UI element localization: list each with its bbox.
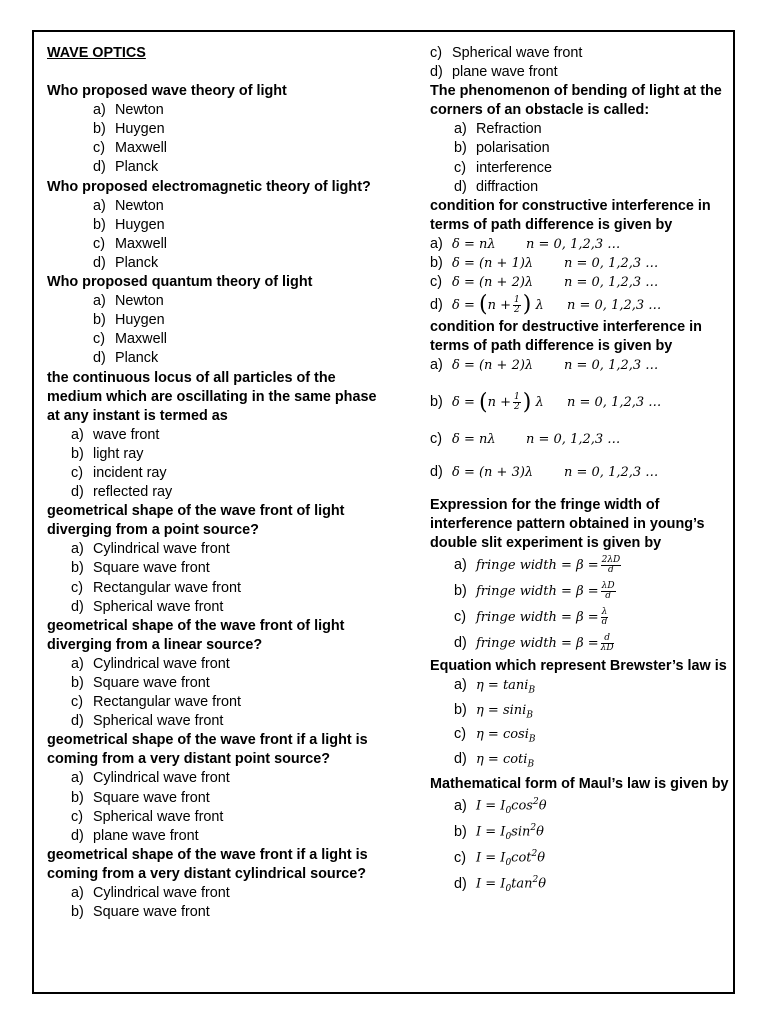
option: c) Spherical wave front (71, 808, 224, 825)
option: b) Square wave front (71, 789, 210, 806)
option: b) δ = ( n + $\frac{1}{2}$ ) λ n = 0, 1,2,3 … (430, 389, 662, 415)
question-5: geometrical shape of the wave front of light diverging from a point source? (47, 503, 345, 539)
option: b) Square wave front (71, 675, 210, 691)
option: a) $I = I_0\cos^2\theta$ (454, 796, 547, 816)
option: d) Spherical wave front (71, 598, 224, 615)
question-11: condition for destructive interference in terms of path difference is given by (430, 319, 702, 355)
option: a) Newton (93, 197, 164, 214)
question-9: The phenomenon of bending of light at the corners of an obstacle is called: (430, 83, 722, 119)
option: d) δ = ( n + $\frac{1}{2}$ ) λ n = 0, 1,2,3 … (430, 292, 662, 318)
option: a) δ = nλ n = 0, 1,2,3 … (430, 235, 621, 252)
question-4: the continuous locus of all particles of the medium which are oscillating in the same phase at any instant is termed as (47, 369, 377, 424)
option: c) interference (454, 159, 552, 176)
question-10: condition for constructive interference in terms of path difference is given by (430, 197, 711, 233)
option: d) plane wave front (71, 827, 199, 844)
option: d) $I = I_0\tan^2\theta$ (454, 874, 547, 894)
option: b) Huygen (93, 312, 165, 329)
option: c) fringe width = β = $\frac{\lambda}{d}$ (454, 607, 608, 628)
option: c) $I = I_0\cot^2\theta$ (454, 848, 546, 868)
option: a) Cylindrical wave front (71, 541, 230, 558)
option: d) diffraction (454, 178, 539, 195)
option: c) δ = nλ n = 0, 1,2,3 … (430, 430, 621, 447)
option: a) Newton (93, 293, 164, 310)
option: d) Planck (93, 254, 159, 271)
question-12: Expression for the fringe width of interference pattern obtained in young’s double slit experiment is given by (430, 496, 705, 551)
question-7: geometrical shape of the wave front if a light is coming from a very distant point source? (47, 732, 368, 768)
option: d) Spherical wave front (71, 713, 224, 730)
option: b) Huygen (93, 121, 165, 138)
option: b) polarisation (454, 140, 550, 157)
page-border (32, 30, 735, 994)
question-1: Who proposed wave theory of light (47, 83, 287, 100)
option: c) δ = (n + 2)λ n = 0, 1,2,3 … (430, 274, 659, 291)
option: c) Spherical wave front (430, 45, 583, 61)
right-column (430, 44, 730, 898)
option: a) Cylindrical wave front (71, 885, 230, 902)
option: b) light ray (71, 445, 144, 462)
option: c) incident ray (71, 464, 167, 481)
option: b) Square wave front (71, 904, 210, 921)
option: d) reflected ray (71, 484, 173, 501)
question-3: Who proposed quantum theory of light (47, 274, 313, 291)
question-6: geometrical shape of the wave front of light diverging from a linear source? (47, 617, 345, 653)
option: b) fringe width = β = $\frac{\lambda D}{d}$ (454, 581, 615, 602)
question-13: Equation which represent Brewster’s law is (430, 657, 727, 674)
option: a) Refraction (454, 121, 542, 138)
option: a) fringe width = β = $\frac{2\lambda D}{d}$ (454, 555, 621, 576)
option: b) Huygen (93, 216, 165, 233)
option: d) δ = (n + 3)λ n = 0, 1,2,3 … (430, 463, 659, 480)
option: c) Rectangular wave front (71, 694, 241, 711)
option: d) η = coti$_B$ (454, 751, 535, 770)
option: d) fringe width = β = $\frac{d}{\lambda D}$ (454, 633, 614, 654)
option: a) Cylindrical wave front (71, 770, 230, 787)
option: c) Rectangular wave front (71, 579, 241, 596)
option: c) Maxwell (93, 235, 167, 252)
option: b) $I = I_0\sin^2\theta$ (454, 822, 544, 842)
option: a) wave front (71, 426, 160, 443)
option: d) Planck (93, 350, 159, 367)
option: b) Square wave front (71, 560, 210, 577)
option: c) Maxwell (93, 140, 167, 157)
page-title: WAVE OPTICS (47, 45, 146, 61)
left-column (47, 44, 377, 922)
option: a) Cylindrical wave front (71, 655, 230, 672)
option: b) δ = (n + 1)λ n = 0, 1,2,3 … (430, 255, 659, 272)
option: a) η = tani$_B$ (454, 677, 536, 696)
option: b) η = sini$_B$ (454, 701, 533, 721)
question-14: Mathematical form of Maul’s law is given by (430, 775, 729, 792)
option: c) η = cosi$_B$ (454, 726, 536, 746)
option: d) plane wave front (430, 64, 558, 81)
option: a) δ = (n + 2)λ n = 0, 1,2,3 … (430, 357, 659, 374)
option: a) Newton (93, 102, 164, 119)
question-8: geometrical shape of the wave front if a light is coming from a very distant cylindrical source? (47, 846, 368, 882)
option: c) Maxwell (93, 331, 167, 348)
option: d) Planck (93, 159, 159, 176)
question-2: Who proposed electromagnetic theory of light? (47, 178, 371, 195)
